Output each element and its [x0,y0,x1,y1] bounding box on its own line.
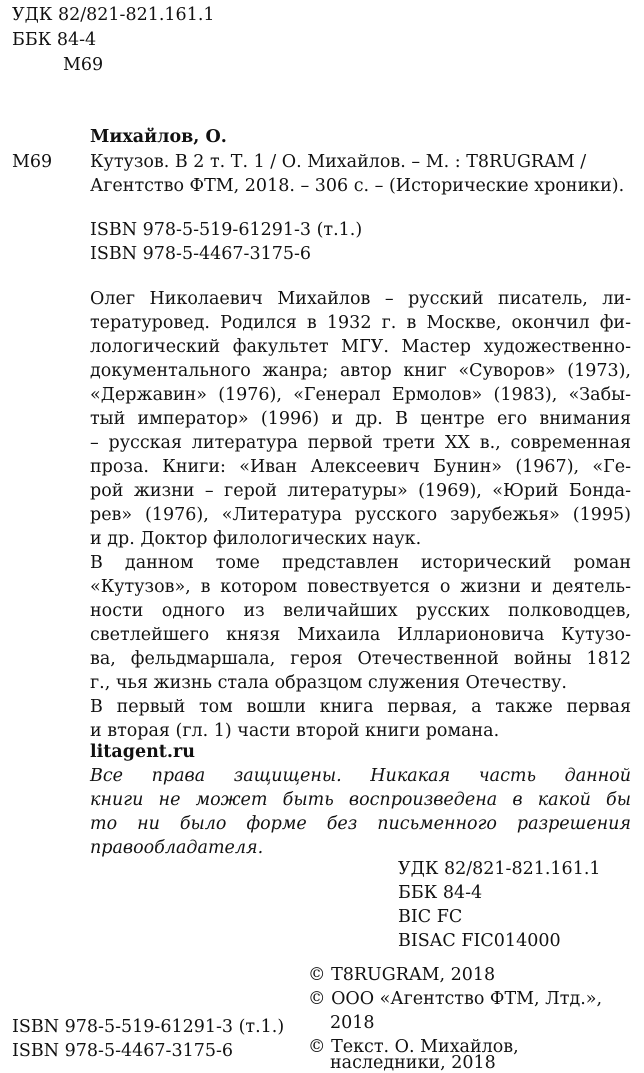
copyright-line: © T8RUGRAM, 2018 [308,965,496,985]
rights-line: то ни было форме без письменного разрешения [90,814,631,834]
annotation-line: В данном томе представлен исторический роман [90,553,631,573]
annotation-line: документального жанра; автор книг «Суворов» (1973), [90,361,631,381]
entry-mark: М69 [12,152,53,172]
copyright-line: © Текст. О. Михайлов, [308,1037,519,1057]
annotation-paragraph [90,695,631,743]
annotation-line: ва, фельдмаршала, героя Отечественной войны 1812 [90,649,631,669]
bottom-code: BIC FC [398,907,463,927]
annotation-paragraph [90,287,631,551]
udk-code: УДК 82/821-821.161.1 [12,5,215,25]
rights-line: Все права защищены. Никакая часть данной [90,766,631,786]
annotation-line: проза. Книги: «Иван Алексеевич Бунин» (1967), «Ге- [90,457,631,477]
annotation-line: «Кутузов», в котором повествуется о жизни и деятель- [90,577,631,597]
annotation-paragraph [90,551,631,695]
annotation-line: лологический факультет МГУ. Мастер художественно- [90,337,631,357]
annotation-line: рой жизни – герой литературы» (1969), «Юрий Бонда- [90,481,631,501]
annotation-line: В первый том вошли книга первая, а также первая [90,697,631,717]
annotation-line: тый император» (1996) и др. В центре его внимания [90,409,631,429]
annotation-line: тературовед. Родился в 1932 г. в Москве, окончил фи- [90,313,631,333]
annotation-line: – русская литература первой трети XX в., современная [90,433,631,453]
copyright-line: 2018 [330,1013,375,1033]
author-mark: М69 [63,55,104,75]
copyright-line: © ООО «Агентство ФТМ, Лтд.», [308,989,603,1009]
annotation-line: светлейшего князя Михаила Илларионовича Кутузо- [90,625,631,645]
annotation-line: «Державин» (1976), «Генерал Ермолов» (1983), «Забы- [90,385,631,405]
bottom-code: ББК 84-4 [398,883,483,903]
entry-isbn: ISBN 978-5-4467-3175-6 [90,244,312,264]
bottom-code: BISAC FIC014000 [398,931,561,951]
entry-author: Михайлов, О. [90,127,227,147]
site-link: litagent.ru [90,742,195,762]
annotation-line: и вторая (гл. 1) части второй книги романа. [90,721,500,741]
annotation-line: рев» (1976), «Литература русского зарубежья» (1995) [90,505,631,525]
rights-notice [90,764,631,860]
copyright-line: наследники, 2018 [330,1053,496,1073]
entry-description-line: Кутузов. В 2 т. Т. 1 / О. Михайлов. – М. : T8RUGRAM / [90,152,587,172]
entry-isbn: ISBN 978-5-519-61291-3 (т.1.) [90,220,363,240]
rights-line: книги не может быть воспроизведена в какой бы [90,790,631,810]
entry-description-line: Агентство ФТМ, 2018. – 306 с. – (Исторические хроники). [90,176,625,196]
bottom-code: УДК 82/821-821.161.1 [398,859,601,879]
bottom-isbn: ISBN 978-5-519-61291-3 (т.1.) [12,1017,285,1037]
annotation-line: г., чья жизнь стала образцом служения Отечеству. [90,673,567,693]
annotation-line: Олег Николаевич Михайлов – русский писатель, ли- [90,289,631,309]
rights-line: правообладателя. [90,838,264,858]
annotation-line: ности одного из величайших русских полководцев, [90,601,631,621]
bottom-isbn: ISBN 978-5-4467-3175-6 [12,1041,234,1061]
annotation-line: и др. Доктор филологических наук. [90,529,422,549]
bbk-code: ББК 84-4 [12,30,97,50]
